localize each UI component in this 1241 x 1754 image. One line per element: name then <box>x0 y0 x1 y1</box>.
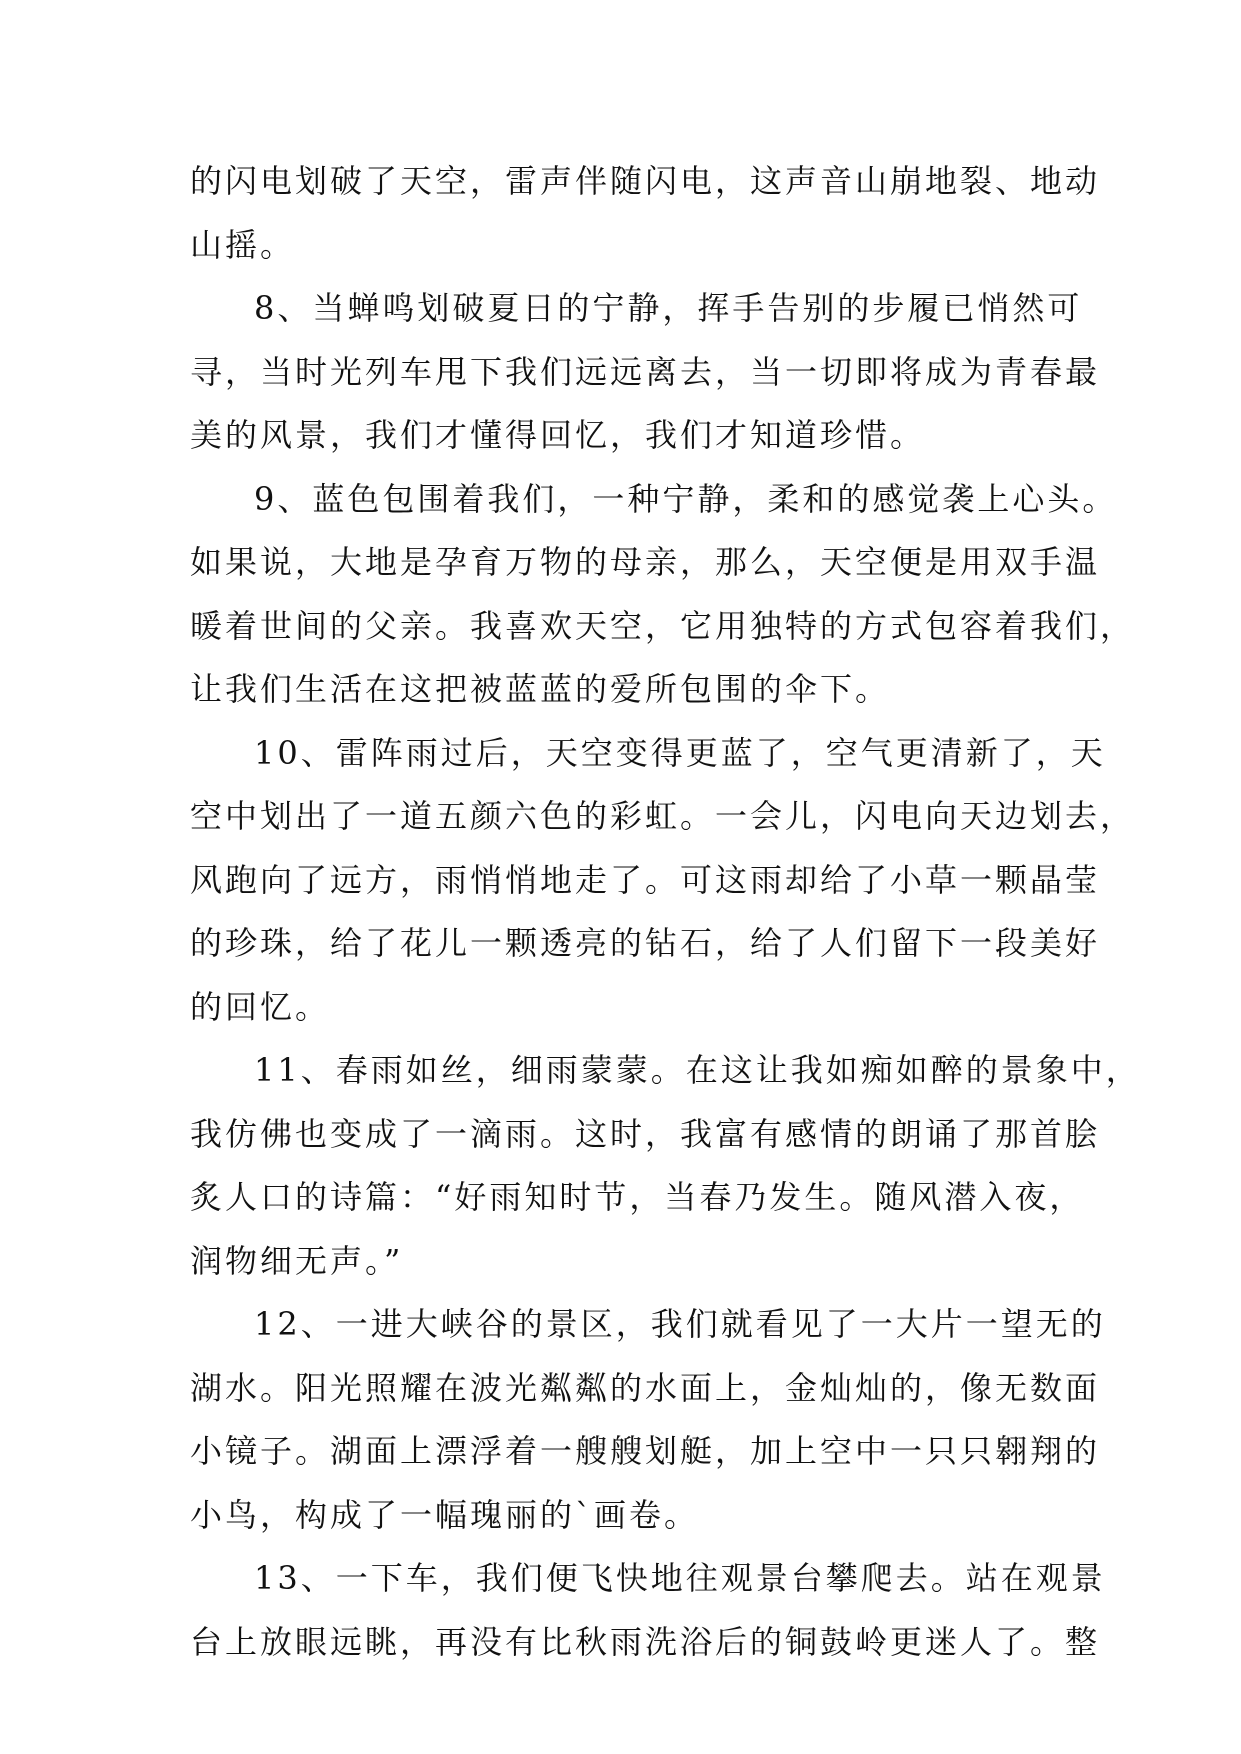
text-line: 湖水。阳光照耀在波光粼粼的水面上，金灿灿的，像无数面 <box>190 1368 1101 1407</box>
text-line: 风跑向了远方，雨悄悄地走了。可这雨却给了小草一颗晶莹 <box>190 860 1101 899</box>
text-line: 寻，当时光列车甩下我们远远离去，当一切即将成为青春最 <box>190 352 1101 391</box>
text-line: 山摇。 <box>190 225 296 264</box>
text-line: 如果说，大地是孕育万物的母亲，那么，天空便是用双手温 <box>190 543 1101 581</box>
text-line: 我仿佛也变成了一滴雨。这时，我富有感情的朗诵了那首脍 <box>190 1114 1101 1153</box>
text-line: 让我们生活在这把被蓝蓝的爱所包围的伞下。 <box>190 670 891 708</box>
paragraph-start-8: 8、当蝉鸣划破夏日的宁静，挥手告别的步履已悄然可 <box>254 289 1083 327</box>
paragraph-start-10: 10、雷阵雨过后，天空变得更蓝了，空气更清新了，天 <box>254 733 1106 772</box>
document-body <box>190 150 1141 1674</box>
text-line: 小鸟，构成了一幅瑰丽的`画卷。 <box>190 1495 700 1534</box>
text-line: 的闪电划破了天空，雷声伴随闪电，这声音山崩地裂、地动 <box>190 162 1101 200</box>
text-line: 炙人口的诗篇：“好雨知时节，当春乃发生。随风潜入夜， <box>190 1178 1085 1216</box>
paragraph-start-12: 12、一进大峡谷的景区，我们就看见了一大片一望无的 <box>254 1305 1106 1343</box>
paragraph-start-11: 11、春雨如丝，细雨蒙蒙。在这让我如痴如醉的景象中， <box>254 1051 1141 1089</box>
paragraph-start-13: 13、一下车，我们便飞快地往观景台攀爬去。站在观景 <box>254 1559 1106 1597</box>
paragraph-start-9: 9、蓝色包围着我们，一种宁静，柔和的感觉袭上心头。 <box>254 479 1118 518</box>
text-line: 润物细无声。” <box>190 1241 404 1280</box>
text-line: 暖着世间的父亲。我喜欢天空，它用独特的方式包容着我们， <box>190 606 1136 645</box>
text-line: 的珍珠，给了花儿一颗透亮的钻石，给了人们留下一段美好 <box>190 924 1101 962</box>
text-line: 小镜子。湖面上漂浮着一艘艘划艇，加上空中一只只翱翔的 <box>190 1432 1101 1470</box>
text-line: 的回忆。 <box>190 987 331 1026</box>
text-line: 美的风景，我们才懂得回忆，我们才知道珍惜。 <box>190 416 926 454</box>
text-line: 台上放眼远眺，再没有比秋雨洗浴后的铜鼓岭更迷人了。整 <box>190 1622 1101 1661</box>
text-line: 空中划出了一道五颜六色的彩虹。一会儿，闪电向天边划去， <box>190 797 1136 835</box>
